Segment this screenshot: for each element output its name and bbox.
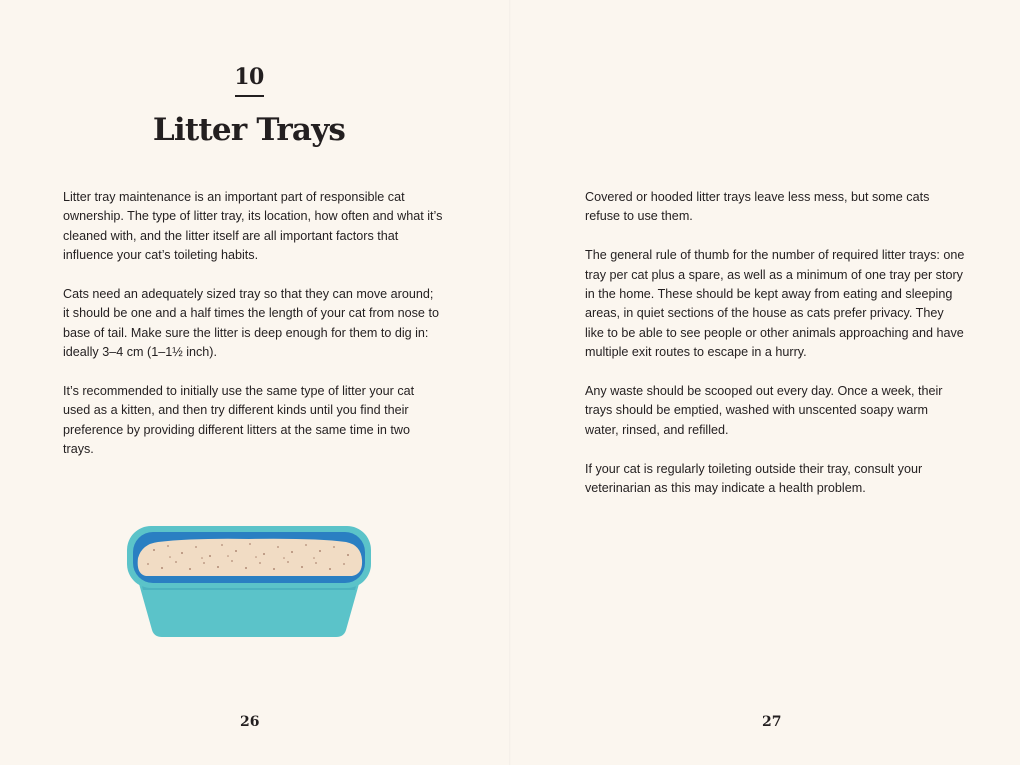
paragraph: Any waste should be scooped out every day. Once a week, their trays should be emptied, washed with unscented soapy warm water, rinsed, and refilled. <box>585 384 943 437</box>
chapter-title: Litter Trays <box>152 112 346 148</box>
chapter-number-rule <box>235 95 264 97</box>
paragraph: Litter tray maintenance is an important part of responsible cat ownership. The type of litter tray, its location, how often and what it’s cleaned with, and the litter itself are all important factors that influence your cat’s toileting habits. <box>63 190 443 263</box>
right-page <box>510 0 1020 765</box>
paragraph: Cats need an adequately sized tray so that they can move around; it should be one and a half times the length of your cat from nose to base of tail. Make sure the litter is deep enough for them to dig in: ideally 3–4 cm (1–1½ inch). <box>63 287 439 360</box>
paragraph: It’s recommended to initially use the same type of litter your cat used as a kitten, and then try different kinds until you find their preference by providing different litters at the same time in two trays. <box>63 384 415 457</box>
right-page-body <box>585 188 965 518</box>
paragraph: If your cat is regularly toileting outside their tray, consult your veterinarian as this may indicate a health problem. <box>585 461 923 496</box>
chapter-number: 10 <box>234 64 264 90</box>
page-number: 26 <box>240 714 260 730</box>
litter-tray-illustration <box>124 520 374 640</box>
page-number: 27 <box>762 714 782 730</box>
paragraph: The general rule of thumb for the number of required litter trays: one tray per cat plus a spare, as well as a minimum of one tray per story in the home. These should be kept away from eating and sleeping areas, in quiet sections of the house as cats prefer privacy. They like to be able to see people or other animals approaching and have multiple exit routes to escape in a hurry. <box>585 248 965 360</box>
left-page-body <box>63 188 443 479</box>
paragraph: Covered or hooded litter trays leave less mess, but some cats refuse to use them. <box>585 190 930 224</box>
